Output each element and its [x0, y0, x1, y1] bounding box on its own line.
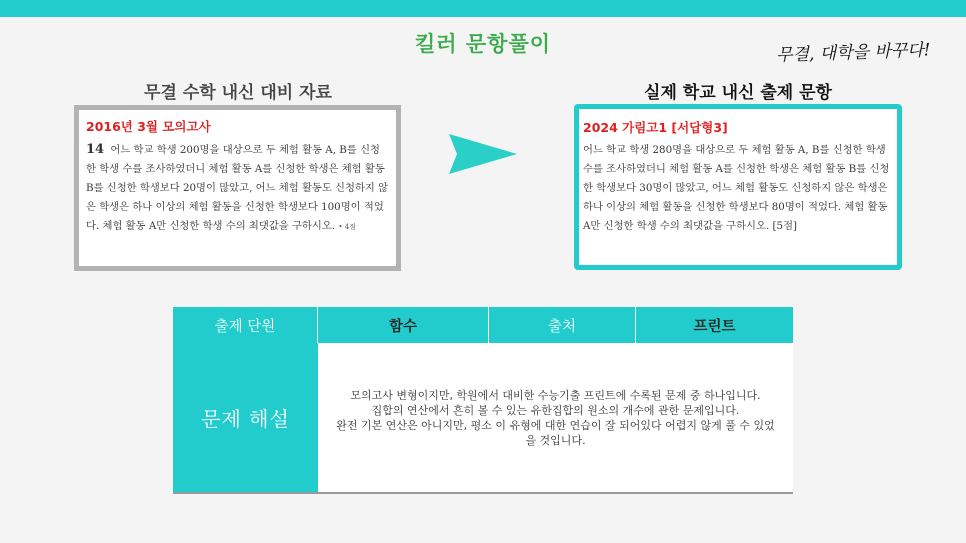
right-question-body	[583, 141, 893, 236]
right-question-source: 2024 가림고1 [서답형3]	[583, 120, 728, 135]
right-panel-label: 실제 학교 내신 출제 문항	[644, 83, 832, 103]
left-question-box	[74, 105, 401, 271]
question-number: 14	[86, 142, 105, 157]
explanation-line: 을 것입니다.	[525, 433, 586, 447]
top-accent-bar	[0, 0, 966, 17]
left-question-points: • 4점	[338, 223, 356, 231]
right-arrow-icon	[449, 130, 517, 178]
row-label-explanation: 문제 해설	[173, 343, 318, 492]
header-cell-print: 프린트	[693, 318, 736, 335]
right-question-points: [5점]	[772, 220, 798, 232]
left-question-source: 2016년 3월 모의고사	[86, 119, 211, 134]
left-question-body	[86, 140, 389, 237]
header-cell-unit: 출제 단원	[173, 307, 318, 343]
header-cell-function: 함수	[318, 307, 489, 343]
right-question-text: 어느 학교 학생 280명을 대상으로 두 체험 활동 A, B를 신청한 학생 수를 조사하였더니 체험 활동 A를 신청한 학생은 체험 활동 B를 신청한 학생보다 30명이 많았고, 어느 체험 활동도 신청하지 않은 학생은 하나 이상의 체험 활동을 신청한 학생보다 80명이 적었다. 체험 활동 A만 신청한 학생 수의 최댓값을 구하시오.	[583, 144, 890, 232]
explanation-line: 완전 기본 연산은 아니지만, 평소 이 유형에 대한 연습이 잘 되어있다 어렵지 않게 풀 수 있었	[336, 418, 775, 432]
page-title: 킬러 문항풀이	[414, 32, 552, 56]
explanation-line: 모의고사 변형이지만, 학원에서 대비한 수능기출 프린트에 수록된 문제 중 하나입니다.	[350, 388, 761, 402]
explanation-line: 집합의 연산에서 흔히 볼 수 있는 유한집합의 원소의 개수에 관한 문제입니다.	[371, 403, 740, 417]
right-question-box	[574, 104, 902, 270]
header-cell-source: 출처	[489, 307, 636, 343]
left-panel-label: 무결 수학 내신 대비 자료	[144, 83, 332, 103]
left-question-text: 어느 학교 학생 200명을 대상으로 두 체험 활동 A, B를 신청한 학생 수를 조사하였더니 체험 활동 A를 신청한 학생은 체험 활동 B를 신청한 학생보다 20명이 많았고, 어느 체험 활동도 신청하지 않은 학생은 하나 이상의 체험 활동을 신청한 학생보다 100명이 적었다. 체험 활동 A만 신청한 학생 수의 최댓값을 구하시오.	[86, 144, 389, 232]
info-table	[173, 307, 793, 494]
explanation-text	[318, 343, 793, 492]
table-header-row	[173, 307, 793, 343]
slogan-handwriting: 무결, 대학을 바꾸다!	[775, 40, 931, 66]
table-body-row	[173, 343, 793, 494]
